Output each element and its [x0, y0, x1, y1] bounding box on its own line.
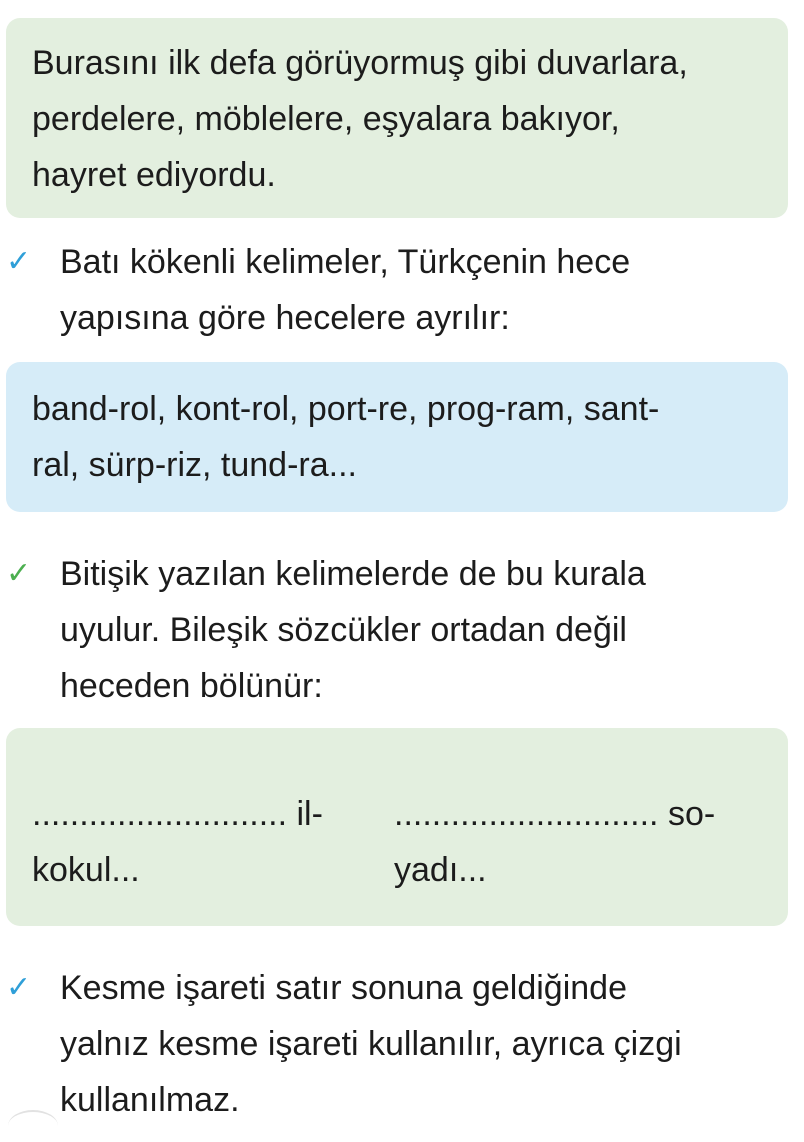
example-line: ............................ so-	[394, 795, 716, 833]
example-box-2	[6, 362, 788, 512]
rule-item-1	[0, 234, 800, 346]
example-line: ........................... il-	[32, 795, 323, 833]
example-line: kokul...	[32, 851, 140, 889]
rule-line: Batı kökenli kelimeler, Türkçenin hece	[60, 243, 631, 281]
checkmark-icon: ✓	[6, 971, 32, 1004]
checkmark-icon: ✓	[6, 245, 32, 278]
checkmark-icon: ✓	[6, 557, 32, 590]
example-box-3	[6, 728, 788, 926]
example-line: hayret ediyordu.	[32, 156, 276, 194]
rule-line: yalnız kesme işareti kullanılır, ayrıca çizgi	[60, 1025, 682, 1063]
rule-line: yapısına göre hecelere ayrılır:	[60, 299, 510, 337]
rule-item-3	[0, 960, 800, 1128]
rule-line: Bitişik yazılan kelimelerde de bu kurala	[60, 555, 646, 593]
decorative-arc	[8, 1110, 58, 1142]
rule-line: heceden bölünür:	[60, 667, 323, 705]
example-column-left	[32, 786, 392, 898]
rule-line: uyulur. Bileşik sözcükler ortadan değil	[60, 611, 627, 649]
rule-line: Kesme işareti satır sonuna geldiğinde	[60, 969, 627, 1007]
example-line: yadı...	[394, 851, 487, 889]
example-line: perdelere, möblelere, eşyalara bakıyor,	[32, 100, 620, 138]
rule-line: kullanılmaz.	[60, 1081, 240, 1119]
example-line: band-rol, kont-rol, port-re, prog-ram, sant-	[32, 390, 660, 428]
example-box-1	[6, 18, 788, 218]
example-column-right	[394, 786, 754, 898]
rule-item-2	[0, 546, 800, 714]
example-line: ral, sürp-riz, tund-ra...	[32, 446, 357, 484]
example-line: Burasını ilk defa görüyormuş gibi duvarlara,	[32, 44, 688, 82]
